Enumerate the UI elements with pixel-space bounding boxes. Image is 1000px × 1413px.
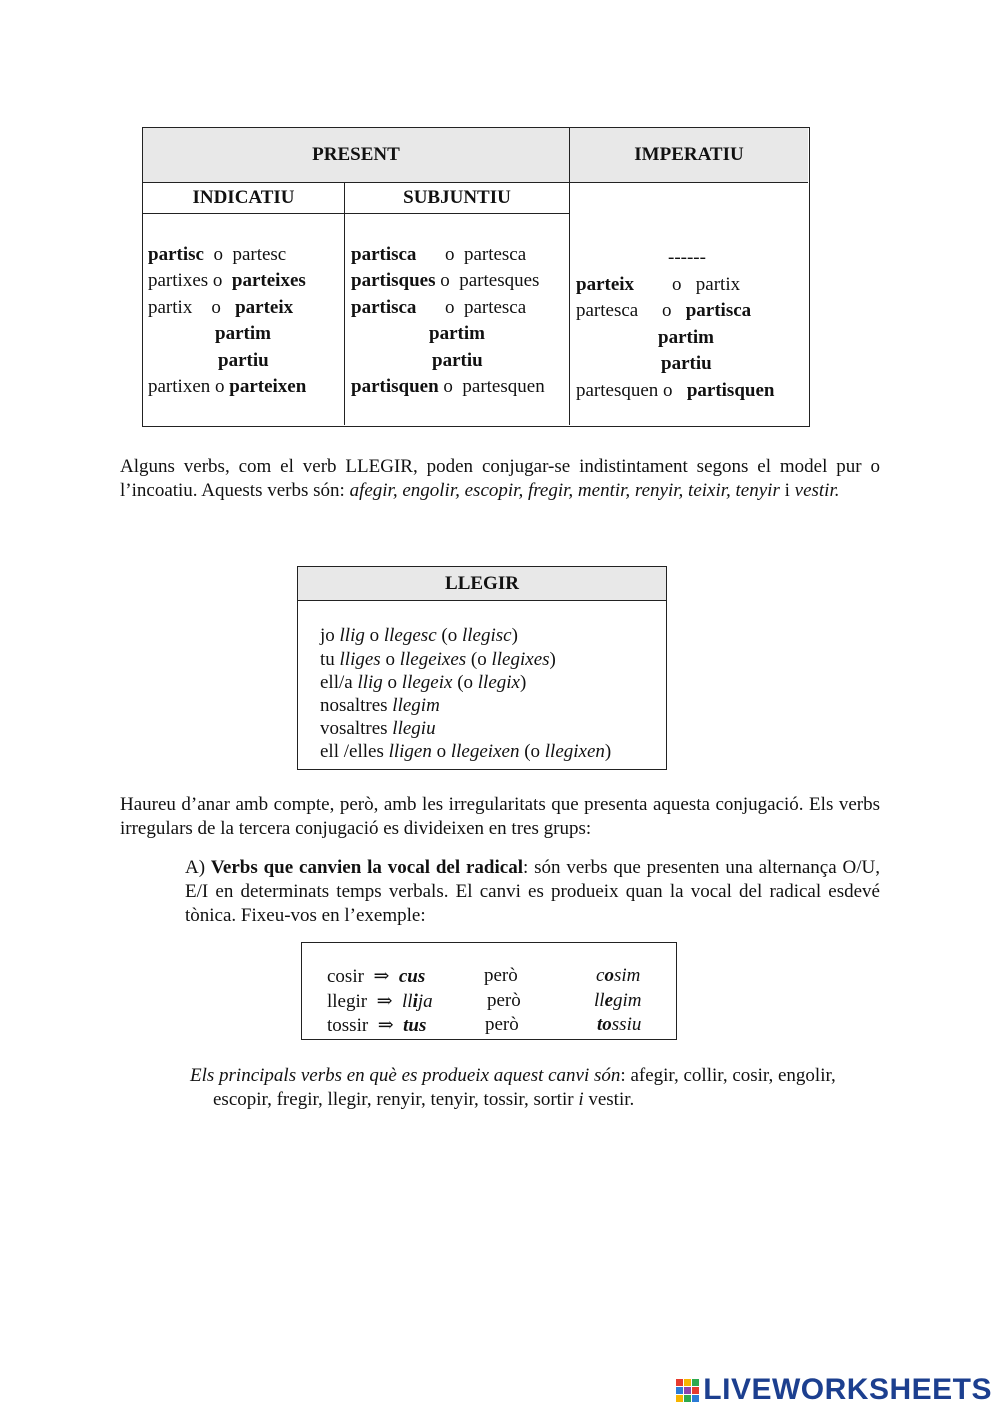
conj-label: però xyxy=(484,965,518,986)
table-row: partiu xyxy=(432,350,483,371)
header-imperative: IMPERATIU xyxy=(570,128,808,183)
table-row: partisca o partesca xyxy=(351,297,527,318)
table-row: ell /elles lligen o llegeixen (o llegixen) xyxy=(320,741,612,762)
example-form: llegim xyxy=(594,990,642,1011)
llegir-table xyxy=(297,566,667,770)
table-row: partixes o parteixes xyxy=(148,270,306,291)
irregular-paragraph: Haureu d’anar amb compte, però, amb les irregularitats que presenta aquesta conjugació. Els verbs irregulars de la tercera conjugació es divideixen en tres grups: xyxy=(120,794,880,839)
subjunctive-column xyxy=(345,214,570,425)
examples-box xyxy=(301,942,677,1040)
table-row: partim xyxy=(658,327,714,348)
table-row: partiu xyxy=(218,350,269,371)
table-row: partix o parteix xyxy=(148,297,294,318)
table-row: jo llig o llegesc (o llegisc) xyxy=(320,625,518,646)
imperative-column xyxy=(570,183,808,425)
table-row: partisquen o partesquen xyxy=(351,376,545,397)
table-row: partisca o partesca xyxy=(351,244,527,265)
example-form: tossiu xyxy=(597,1014,642,1035)
table-row: partesca o partisca xyxy=(576,300,752,321)
table-row: partesquen o partisquen xyxy=(576,380,775,401)
table-row: tu lliges o llegeixes (o llegixes) xyxy=(320,649,556,670)
table-row: partim xyxy=(215,323,271,344)
section-a: A) Verbs que canvien la vocal del radical: són verbs que presenten una alternança O/U, E/I en determinats temps verbals. El canvi es produeix quan la vocal del radical esdevé tònica. Fixeu-vos en l’exemple: xyxy=(185,857,880,926)
conjugation-table xyxy=(142,127,810,427)
conj-label: però xyxy=(487,990,521,1011)
table-row: nosaltres llegim xyxy=(320,695,440,716)
table-row: parteix o partix xyxy=(576,274,741,295)
final-note-line1: Els principals verbs en què es produeix aquest canvi són: afegir, collir, cosir, engolir, xyxy=(190,1065,836,1086)
header-present: PRESENT xyxy=(143,128,570,183)
conj-label: però xyxy=(485,1014,519,1035)
example-form: cosim xyxy=(596,965,641,986)
indicative-column xyxy=(143,214,345,425)
logo-text: LIVEWORKSHEETS xyxy=(703,1373,992,1406)
table-row: ell/a llig o llegeix (o llegix) xyxy=(320,672,527,693)
table-row: cosir ⇒ cus xyxy=(327,966,426,987)
intro-paragraph: Alguns verbs, com el verb LLEGIR, poden conjugar-se indistintament segons el model pur o l’incoatiu. Aquests verbs són: afegir, engolir, escopir, fregir, mentir, renyir, teixir, tenyir i vestir. xyxy=(120,456,880,501)
subheader-subjunctive: SUBJUNTIU xyxy=(345,183,570,214)
liveworksheets-logo xyxy=(676,1373,992,1407)
table-row: llegir ⇒ llija xyxy=(327,991,433,1012)
table-row: partisques o partesques xyxy=(351,270,540,291)
table-row: ------ xyxy=(668,247,706,268)
table-row: partixen o parteixen xyxy=(148,376,307,397)
table-row: partisc o partesc xyxy=(148,244,287,265)
final-note-line2: escopir, fregir, llegir, renyir, tenyir, tossir, sortir i vestir. xyxy=(213,1089,635,1110)
llegir-title: LLEGIR xyxy=(298,567,666,601)
table-row: tossir ⇒ tus xyxy=(327,1015,427,1036)
logo-icon xyxy=(676,1379,699,1402)
table-row: partiu xyxy=(661,353,712,374)
table-row: vosaltres llegiu xyxy=(320,718,436,739)
subheader-indicative: INDICATIU xyxy=(143,183,345,214)
table-row: partim xyxy=(429,323,485,344)
